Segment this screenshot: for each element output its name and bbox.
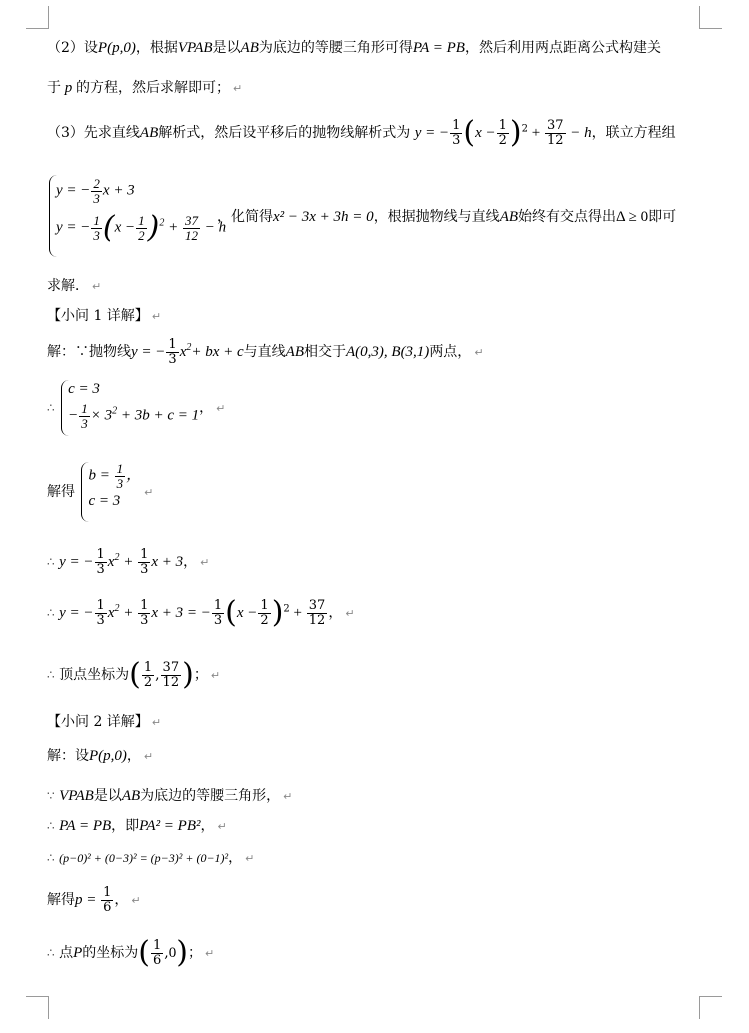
equation-system: y = − $\frac{2}{3}$ x + 3 y = − $\frac{1}{3}$ (x − $\frac{1}{2}$ )$^2$ + $\frac{37}{12}$ − h ，化简得x² − 3x + 3h = 0，根据抛物线与直线AB始终有交点得出Δ ≥ 0即可 bbox=[47, 175, 719, 259]
equation-line: ∴ y = − $\frac{1}{3}$ $x^2$ + $\frac{1}{3}$ x + 3， ↵ bbox=[47, 547, 210, 577]
corner-mark-bottom-right bbox=[699, 996, 722, 1019]
text-line: 求解． ↵ bbox=[47, 278, 102, 294]
equation-line: ∴ 点P的坐标为( $\frac{1}{6}$ ,0)； ↵ bbox=[47, 935, 215, 970]
equation-line: ∴ y = − $\frac{1}{3}$ $x^2$ + $\frac{1}{3}$ x + 3 = − $\frac{1}{3}$ (x − $\frac{1}{2}$ )$^2$ + $\frac{37}{12}$ ， ↵ bbox=[47, 595, 355, 630]
text-line: ∵ VPAB是以AB为底边的等腰三角形， ↵ bbox=[47, 788, 293, 804]
text-line: 解：∵抛物线y = − $\frac{1}{3}$ $x^2+$ bx + c与直线AB相交于A(0,3), B(3,1)两点， ↵ bbox=[47, 337, 484, 367]
section-heading: 【小问 1 详解】 ↵ bbox=[47, 308, 162, 324]
text-line: 于 p 的方程，然后求解即可； ↵ bbox=[47, 80, 243, 96]
equation-system: ∴ c = 3 − $\frac{1}{3}$ × $3^2 + 3b + c = 1$ ， ↵ bbox=[47, 380, 719, 444]
equation-line: ∴ (p−0)² + (0−3)² = (p−3)² + (0−1)²， ↵ bbox=[47, 850, 255, 866]
corner-mark-bottom-left bbox=[26, 996, 49, 1019]
text-line: ∴ PA = PB，即PA² = PB²， ↵ bbox=[47, 818, 227, 834]
equation-system: 解得 b = $\frac{1}{3}$ ， c = 3 ↵ bbox=[47, 462, 719, 528]
equation-line: ∴ 顶点坐标为( $\frac{1}{2}$ , $\frac{37}{12}$ )； ↵ bbox=[47, 657, 221, 692]
corner-mark-top-right bbox=[699, 6, 722, 29]
text-line: （3）先求直线AB解析式，然后设平移后的抛物线解析式为 y = − $\frac{1}{3}$ (x − $\frac{1}{2}$ )$^2$ + $\frac{37}{12}$ − h，联立方程组 bbox=[47, 115, 676, 150]
section-heading: 【小问 2 详解】 ↵ bbox=[47, 714, 162, 730]
corner-mark-top-left bbox=[26, 6, 49, 29]
text-line: 解：设P(p,0)， ↵ bbox=[47, 748, 154, 764]
equation-line: 解得p = $\frac{1}{6}$ ， ↵ bbox=[47, 885, 141, 915]
text-line: （2）设P(p,0)，根据VPAB是以AB为底边的等腰三角形可得PA = PB，然后利用两点距离公式构建关 bbox=[47, 40, 661, 56]
